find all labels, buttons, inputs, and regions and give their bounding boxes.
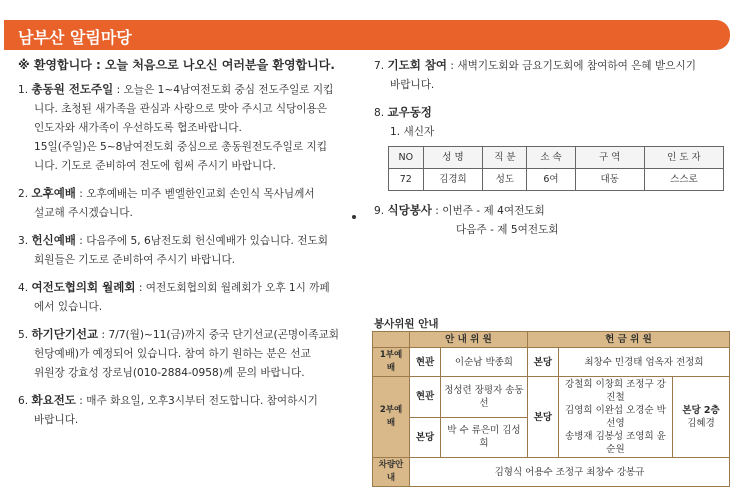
right-column [374,56,724,240]
item-line: : 다음주에 5, 6남전도회 헌신예배가 있습니다. 전도회 [79,235,328,247]
row-label: 2부예배 [373,377,410,458]
table-header-cell: 직 분 [483,147,527,169]
welcome-text: ※ 환영합니다 : 오늘 처음으로 나오신 여러분을 환영합니다. [18,58,335,72]
table-cell: 대동 [575,169,644,191]
page-title: 남부산 알림마당 [18,28,132,47]
item-line: 바랍니다. [34,414,79,426]
names-cell [558,377,672,458]
table-header-cell [373,332,410,348]
item-number: 8. [374,107,385,119]
names-line: 김영희 이완섭 오경순 박선영 [565,405,666,429]
item-title: 오후예배 [31,186,76,200]
row-label: 차량안내 [373,458,410,487]
item-title: 교우동정 [387,105,432,119]
table-header-cell: 안 내 위 원 [410,332,528,348]
item-number: 3. [18,235,29,247]
item-line: 15일(주일)은 5~8남여전도회 중심으로 총동원전도주일로 지킵 [34,141,327,153]
table-header-row [373,332,730,348]
item-line: : 7/7(월)~11(금)까지 중국 단기선교(곤명이족교회 [101,329,339,341]
item-line: 설교해 주시겠습니다. [34,207,133,219]
names-line: 김혜경 [687,418,715,429]
left-column [18,80,358,438]
item-number: 5. [18,329,29,341]
notice-item-7 [374,56,724,95]
item-number: 7. [374,60,385,72]
item-line: : 여전도회협의회 월례회가 오후 1시 까페 [138,282,330,294]
table-cell: 성도 [483,169,527,191]
row-label: 1부예배 [373,348,410,377]
table-row [373,458,730,487]
table-header-cell: 구 역 [575,147,644,169]
item-line: 다음주 - 제 5여전도회 [456,224,559,236]
names-line: 강철희 이창희 조정구 강진철 [565,379,666,403]
item-line: 에서 있습니다. [34,301,103,313]
table-cell: 6여 [527,169,575,191]
notice-item-8 [374,103,724,191]
item-title: 화요전도 [31,393,76,407]
notice-item-2 [18,184,358,223]
item-title: 기도회 참여 [387,58,448,72]
table-header-cell: 성 명 [423,147,483,169]
table-header-row [389,147,724,169]
item-subtitle: 1. 새신자 [390,126,435,138]
item-number: 9. [374,205,385,217]
table-header-cell: 헌 금 위 원 [527,332,729,348]
names-cell: 정성련 장평자 송동선 [441,377,528,418]
item-title: 여전도협의회 월례회 [31,280,136,294]
item-line: : 매주 화요일, 오후3시부터 전도합니다. 참여하시기 [79,395,318,407]
item-number: 4. [18,282,29,294]
item-title: 헌신예배 [31,233,76,247]
table-header-cell: NO [389,147,424,169]
names-cell: 김형식 어용수 조정구 최창수 강봉규 [410,458,730,487]
new-member-table [388,146,724,191]
table-row [373,348,730,377]
item-line: 바랍니다. [390,79,435,91]
location-tag: 현관 [410,348,441,377]
volunteer-title: 봉사위원 안내 [374,318,439,330]
item-line: 니다. 기도로 준비하여 전도에 힘써 주시기 바랍니다. [34,160,276,172]
header-bar [4,20,730,50]
item-line: : 이번주 - 제 4여전도회 [435,205,545,217]
location-tag: 본당 [527,377,558,458]
table-row [373,377,730,418]
notice-item-5 [18,325,358,383]
item-title: 하기단기선교 [31,327,99,341]
item-line: 헌당예배)가 예정되어 있습니다. 참여 하기 원하는 분은 선교 [34,348,311,360]
location-tag: 본당 [410,417,441,458]
notice-item-3 [18,231,358,270]
notice-item-9 [374,201,724,240]
volunteer-table [372,331,730,487]
location-tag: 본당 2층 [682,405,720,416]
names-cell: 이순남 박종희 [441,348,528,377]
item-title: 식당봉사 [387,203,432,217]
item-line: : 오늘은 1~4남여전도회 중심 전도주일로 지킵 [116,84,334,96]
location-tag: 본당 [527,348,558,377]
table-header-cell: 인 도 자 [644,147,723,169]
item-line: 니다. 초청된 새가족을 관심과 사랑으로 맞아 주시고 식당이용은 [34,103,328,115]
item-number: 6. [18,395,29,407]
notice-item-1 [18,80,358,176]
dot-mark [352,215,356,219]
item-line: : 새벽기도회와 금요기도회에 참여하여 은혜 받으시기 [450,60,696,72]
table-cell: 스스로 [644,169,723,191]
table-row [389,169,724,191]
location-tag: 현관 [410,377,441,418]
table-cell: 72 [389,169,424,191]
item-line: 위원장 강효성 장로님(010-2884-0958)께 문의 바랍니다. [34,367,305,379]
names-line: 송병재 김봉성 조영희 윤순원 [565,431,666,455]
table-cell: 김경희 [423,169,483,191]
names-cell: 최창수 민경태 엄옥자 전정희 [558,348,729,377]
item-line: 회원들은 기도로 준비하여 주시기 바랍니다. [34,254,236,266]
names-cell: 박 수 류은미 김성희 [441,417,528,458]
table-header-cell: 소 속 [527,147,575,169]
notice-item-6 [18,391,358,430]
names-cell [673,377,730,458]
item-title: 총동원 전도주일 [31,82,114,96]
item-number: 1. [18,84,29,96]
item-line: : 오후예배는 미주 벧엘한인교회 손인식 목사님께서 [79,188,315,200]
item-line: 인도자와 새가족이 우선하도록 협조바랍니다. [34,122,242,134]
notice-item-4 [18,278,358,317]
item-number: 2. [18,188,29,200]
